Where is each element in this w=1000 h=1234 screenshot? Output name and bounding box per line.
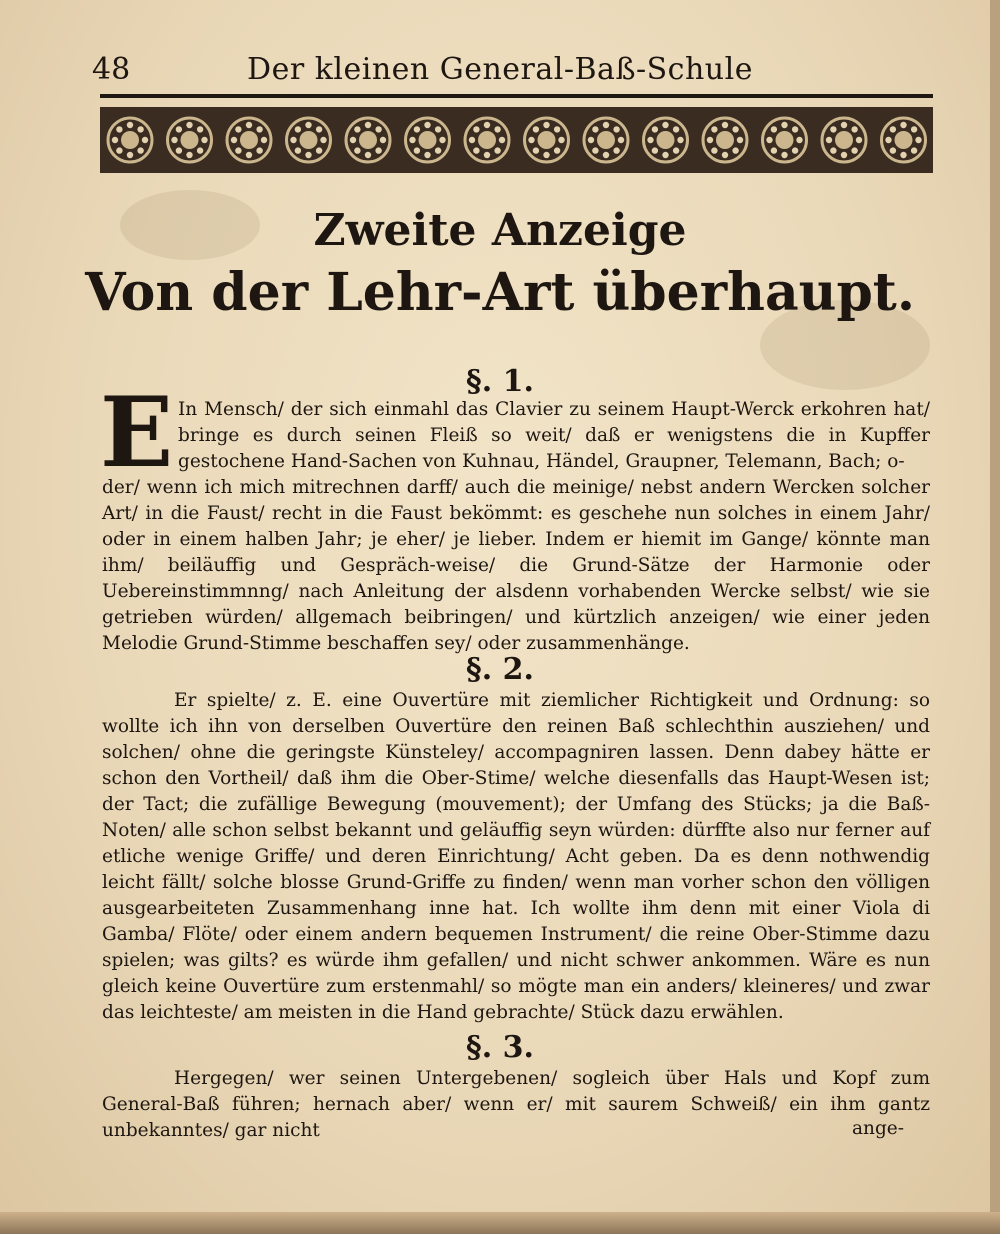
ornament-petal: [792, 126, 798, 132]
ornament-center: [776, 131, 794, 149]
ornament-petal: [186, 122, 192, 128]
ornament-petal: [435, 126, 441, 132]
ornament-petal: [830, 147, 836, 153]
ornament-petal: [439, 137, 445, 143]
ornament-petal: [588, 137, 594, 143]
paragraph-1-lead: In Mensch/ der sich einmahl das Clavier zu seinem Haupt-Werck erkohren hat/ bringe es durch seinen Fleiß so weit/ daß er wenigstens die in Kupffer gestochene Hand-Sachen von Kuhnau, Händel, Graupner, Telemann, Bach; o-: [178, 399, 930, 472]
ornament-petal: [137, 126, 143, 132]
page-number: 48: [92, 52, 131, 87]
ornament-petal: [305, 122, 311, 128]
ornament-center: [181, 131, 199, 149]
ornament-petal: [915, 137, 921, 143]
ornament-petal: [201, 137, 207, 143]
page-header: [60, 48, 940, 88]
ornament-center: [716, 131, 734, 149]
ornament-petal: [722, 122, 728, 128]
ornament-petal: [662, 152, 668, 158]
ornament-center: [359, 131, 377, 149]
section-mark-3: §. 3.: [466, 1030, 534, 1065]
ornament-petal: [350, 137, 356, 143]
ornament-petal: [375, 126, 381, 132]
ornament-petal: [603, 152, 609, 158]
ornament-petal: [137, 147, 143, 153]
ornament-center: [657, 131, 675, 149]
ornament-petal: [890, 126, 896, 132]
ornament-petal: [246, 152, 252, 158]
ornament-petal: [305, 152, 311, 158]
ornament-petal: [354, 126, 360, 132]
ornament-petal: [711, 147, 717, 153]
ornament-petal: [494, 126, 500, 132]
ornament-border: [100, 107, 933, 173]
ornament-petal: [414, 126, 420, 132]
section-mark-2: §. 2.: [466, 652, 534, 687]
ornament-petal: [766, 137, 772, 143]
ornament-petal: [890, 147, 896, 153]
ornament-petal: [365, 152, 371, 158]
ornament-petal: [613, 126, 619, 132]
ornament-petal: [116, 147, 122, 153]
ornament-petal: [592, 126, 598, 132]
ornament-petal: [543, 152, 549, 158]
ornament-petal: [885, 137, 891, 143]
ornament-center: [121, 131, 139, 149]
ornament-petal: [900, 152, 906, 158]
ornament-petal: [409, 137, 415, 143]
ornament-petal: [473, 147, 479, 153]
paragraph-2: Er spielte/ z. E. eine Ouvertüre mit ziemlicher Richtigkeit und Ordnung: so wollte ich ihn von derselben Ouvertüre den reinen Baß schlechthin ausziehen/ und solchen/ ohne die geringste Künsteley/ accompagniren lassen. Denn dabey hätte er schon den Vortheil/ daß ihm die Ober-Stime/ welche diesenfalls das Haupt-Wesen ist; der Tact; die zufällige Bewegung (mouvement); der Umfang des Stücks; ja die Baß-Noten/ alle schon selbst bekannt und geläuffig seyn würden: dürffte also nur ferner auf etliche wenige Griffe/ und deren Einrichtung/ Acht geben. Da es denn nothwendig leicht fällt/ solche blosse Grund-Griffe zu finden/ wenn man vorher schon den völligen ausgearbeiteten Zusammenhang inne hat. Ich wollte ihm denn mit einer Viola di Gamba/ Flöte/ oder einem andern bequemen Instrument/ die reine Ober-Stimme dazu spielen; was gilts? es würde ihm gefallen/ und nicht schwer ankommen. Wäre es nun gleich keine Ouvertüre zum erstenmahl/ so mögte man ein anders/ kleineres/ und zwar das leichteste/ am meisten in die Hand gebrachte/ Stück dazu erwählen.: [102, 690, 930, 1023]
ornament-center: [478, 131, 496, 149]
ornament-petal: [771, 126, 777, 132]
ornament-petal: [841, 122, 847, 128]
ornament-petal: [592, 147, 598, 153]
ornament-petal: [414, 147, 420, 153]
ornament-petal: [781, 152, 787, 158]
ornament-petal: [380, 137, 386, 143]
ornament-petal: [652, 126, 658, 132]
ornament-petal: [469, 137, 475, 143]
ornament-petal: [618, 137, 624, 143]
header-rule: [100, 94, 933, 98]
ornament-petal: [737, 137, 743, 143]
ornament-petal: [900, 122, 906, 128]
ornament-center: [597, 131, 615, 149]
ornament-petal: [365, 122, 371, 128]
ornament-petal: [424, 122, 430, 128]
ornament-petal: [494, 147, 500, 153]
ornament-petal: [911, 126, 917, 132]
ornament-center: [240, 131, 258, 149]
ornament-petal: [673, 147, 679, 153]
ornament-petal: [613, 147, 619, 153]
section-mark-1: §. 1.: [466, 364, 534, 399]
ornament-petal: [235, 126, 241, 132]
ornament-petal: [826, 137, 832, 143]
ornament-petal: [722, 152, 728, 158]
chapter-title-line1: Zweite Anzeige: [313, 205, 687, 256]
ornament-petal: [424, 152, 430, 158]
ornament-petal: [295, 126, 301, 132]
ornament-petal: [533, 147, 539, 153]
ornament-petal: [127, 152, 133, 158]
ornament-petal: [246, 122, 252, 128]
ornament-petal: [554, 147, 560, 153]
ornament-petal: [677, 137, 683, 143]
ornament-petal: [320, 137, 326, 143]
drop-cap: E: [100, 376, 174, 489]
ornament-petal: [261, 137, 267, 143]
ornament-petal: [851, 147, 857, 153]
ornament-petal: [142, 137, 148, 143]
ornament-petal: [112, 137, 118, 143]
ornament-petal: [554, 126, 560, 132]
ornament-petal: [851, 126, 857, 132]
ornament-petal: [375, 147, 381, 153]
ornament-petal: [647, 137, 653, 143]
ornament-petal: [603, 122, 609, 128]
ornament-petal: [176, 147, 182, 153]
ornament-petal: [127, 122, 133, 128]
ornament-petal: [841, 152, 847, 158]
ornament-center: [300, 131, 318, 149]
ornament-petal: [796, 137, 802, 143]
ornament-petal: [186, 152, 192, 158]
ornament-petal: [116, 126, 122, 132]
ornament-petal: [771, 147, 777, 153]
ornament-petal: [911, 147, 917, 153]
ornament-petal: [830, 126, 836, 132]
ornament-petal: [732, 147, 738, 153]
ornament-center: [419, 131, 437, 149]
ornament-petal: [732, 126, 738, 132]
ornament-petal: [435, 147, 441, 153]
ornament-petal: [197, 147, 203, 153]
ornament-petal: [673, 126, 679, 132]
ornament-petal: [662, 122, 668, 128]
ornament-petal: [792, 147, 798, 153]
ornament-petal: [256, 147, 262, 153]
ornament-petal: [856, 137, 862, 143]
ornament-petal: [231, 137, 237, 143]
ornament-petal: [295, 147, 301, 153]
ornament-petal: [354, 147, 360, 153]
ornament-petal: [499, 137, 505, 143]
page-edge-bottom: [0, 1212, 1000, 1234]
ornament-petal: [316, 126, 322, 132]
chapter-title-line2: Von der Lehr-Art überhaupt.: [85, 262, 915, 323]
ornament-petal: [171, 137, 177, 143]
ornament-center: [835, 131, 853, 149]
running-head: Der kleinen General-Baß-Schule: [247, 52, 753, 87]
ornament-petal: [473, 126, 479, 132]
ornament-petal: [290, 137, 296, 143]
ornament-petal: [484, 152, 490, 158]
ornament-petal: [176, 126, 182, 132]
page-edge: [990, 0, 1000, 1234]
paragraph-3: Hergegen/ wer seinen Untergebenen/ sogleich über Hals und Kopf zum General-Baß führen; hernach aber/ wenn er/ mit saurem Schweiß/ ein ihm gantz unbekanntes/ gar nicht: [102, 1068, 930, 1141]
ornament-petal: [533, 126, 539, 132]
ornament-center: [895, 131, 913, 149]
ornament-petal: [781, 122, 787, 128]
ornament-petal: [235, 147, 241, 153]
ornament-petal: [316, 147, 322, 153]
ornament-petal: [197, 126, 203, 132]
ornament-petal: [711, 126, 717, 132]
ornament-petal: [484, 122, 490, 128]
ornament-petal: [652, 147, 658, 153]
ornament-petal: [558, 137, 564, 143]
ornament-petal: [707, 137, 713, 143]
paragraph-1: der/ wenn ich mich mitrechnen darff/ auch die meinige/ nebst andern Wercken solcher Art/ in die Faust/ recht in die Faust bekömmt: es geschehe nun solches in einem Jahr/ oder in einem halben Jahr; je eher/ je lieber. Indem er hiemit im Gange/ könnte man ihm/ beiläuffig und Gespräch-weise/ die Grund-Sätze der Harmonie oder Uebereinstimmnng/ nach Anleitung der alsdenn vorhabenden Wercke selbst/ wie sie getrieben würden/ allgemach beibringen/ und kürtzlich anzeigen/ wie einer jeden Melodie Grund-Stimme beschaffen sey/ oder zusammenhänge.: [102, 477, 930, 654]
catchword: ange-: [852, 1118, 904, 1139]
ornament-petal: [256, 126, 262, 132]
ornament-petal: [528, 137, 534, 143]
ornament-center: [538, 131, 556, 149]
ornament-petal: [543, 122, 549, 128]
